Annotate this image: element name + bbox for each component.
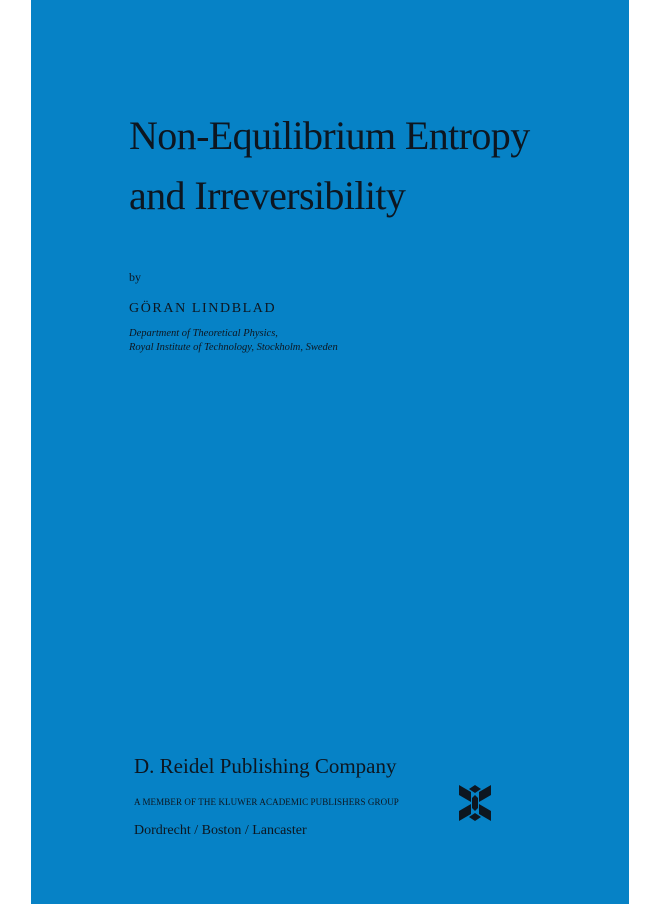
book-cover: [31, 0, 629, 904]
by-label: by: [129, 270, 141, 284]
publisher-cities: Dordrecht / Boston / Lancaster: [134, 823, 307, 838]
kluwer-logo-icon: [457, 783, 493, 823]
book-title: [129, 106, 599, 226]
affiliation-line-2: Royal Institute of Technology, Stockholm, Sweden: [129, 342, 338, 353]
author-name: GÖRAN LINDBLAD: [129, 301, 277, 316]
author-affiliation: [129, 327, 338, 355]
book-title-line-1: Non-Equilibrium Entropy: [129, 113, 530, 158]
affiliation-line-1: Department of Theoretical Physics,: [129, 328, 278, 339]
publisher-group: A MEMBER OF THE KLUWER ACADEMIC PUBLISHERS GROUP: [134, 797, 399, 807]
publisher-name: D. Reidel Publishing Company: [134, 754, 397, 778]
book-title-line-2: and Irreversibility: [129, 173, 406, 218]
